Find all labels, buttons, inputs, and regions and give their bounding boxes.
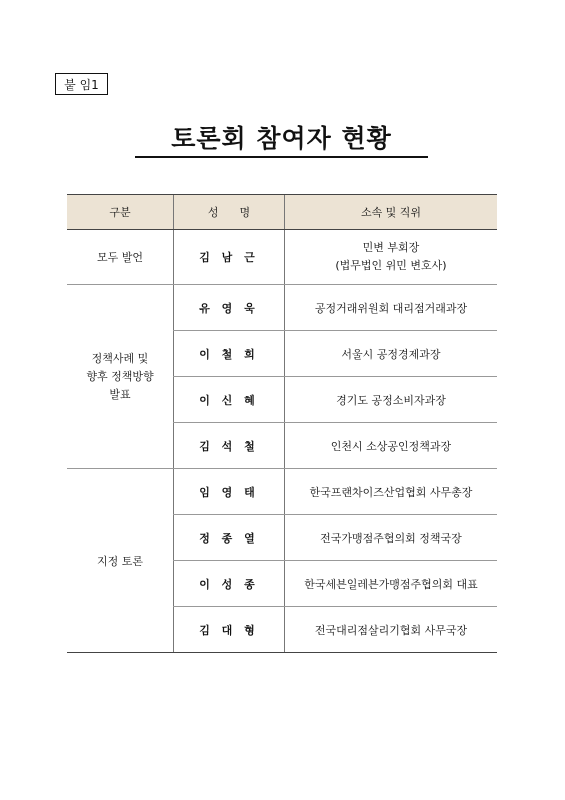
participant-name: 이 성 종 [174, 561, 285, 607]
page-title: 토론회 참여자 현황 [135, 120, 428, 158]
participants-table [67, 194, 497, 653]
participant-affiliation: 전국대리점살리기협회 사무국장 [285, 607, 498, 653]
participant-name: 김 석 철 [174, 423, 285, 469]
table-row [67, 285, 497, 331]
participant-affiliation [285, 230, 498, 285]
group-label-discussion: 지정 토론 [67, 469, 174, 653]
group-label-opening: 모두 발언 [67, 230, 174, 285]
group-label-line: 향후 정책방향 [86, 369, 154, 383]
header-affiliation: 소속 및 직위 [285, 195, 498, 230]
attachment-badge: 붙 임1 [55, 73, 108, 95]
participant-affiliation: 공정거래위원회 대리점거래과장 [285, 285, 498, 331]
participant-name: 김 남 근 [174, 230, 285, 285]
affiliation-line: (법무법인 위민 변호사) [335, 259, 447, 272]
participant-affiliation: 경기도 공정소비자과장 [285, 377, 498, 423]
participant-name: 이 신 혜 [174, 377, 285, 423]
group-label-line: 정책사례 및 [91, 351, 149, 365]
affiliation-line: 민변 부회장 [362, 241, 420, 254]
table-row [67, 230, 497, 285]
participant-name: 정 종 열 [174, 515, 285, 561]
header-category: 구분 [67, 195, 174, 230]
participant-affiliation: 한국프랜차이즈산업협회 사무총장 [285, 469, 498, 515]
group-label-line: 발표 [109, 387, 131, 401]
participant-affiliation: 인천시 소상공인정책과장 [285, 423, 498, 469]
participant-name: 김 대 형 [174, 607, 285, 653]
group-label-policy [67, 285, 174, 469]
table-header-row [67, 195, 497, 230]
participant-name: 이 철 희 [174, 331, 285, 377]
participant-affiliation: 한국세븐일레븐가맹점주협의회 대표 [285, 561, 498, 607]
participant-affiliation: 전국가맹점주협의회 정책국장 [285, 515, 498, 561]
table-row [67, 469, 497, 515]
header-name: 성 명 [174, 195, 285, 230]
participant-name: 유 영 욱 [174, 285, 285, 331]
participant-name: 임 영 태 [174, 469, 285, 515]
participant-affiliation: 서울시 공정경제과장 [285, 331, 498, 377]
